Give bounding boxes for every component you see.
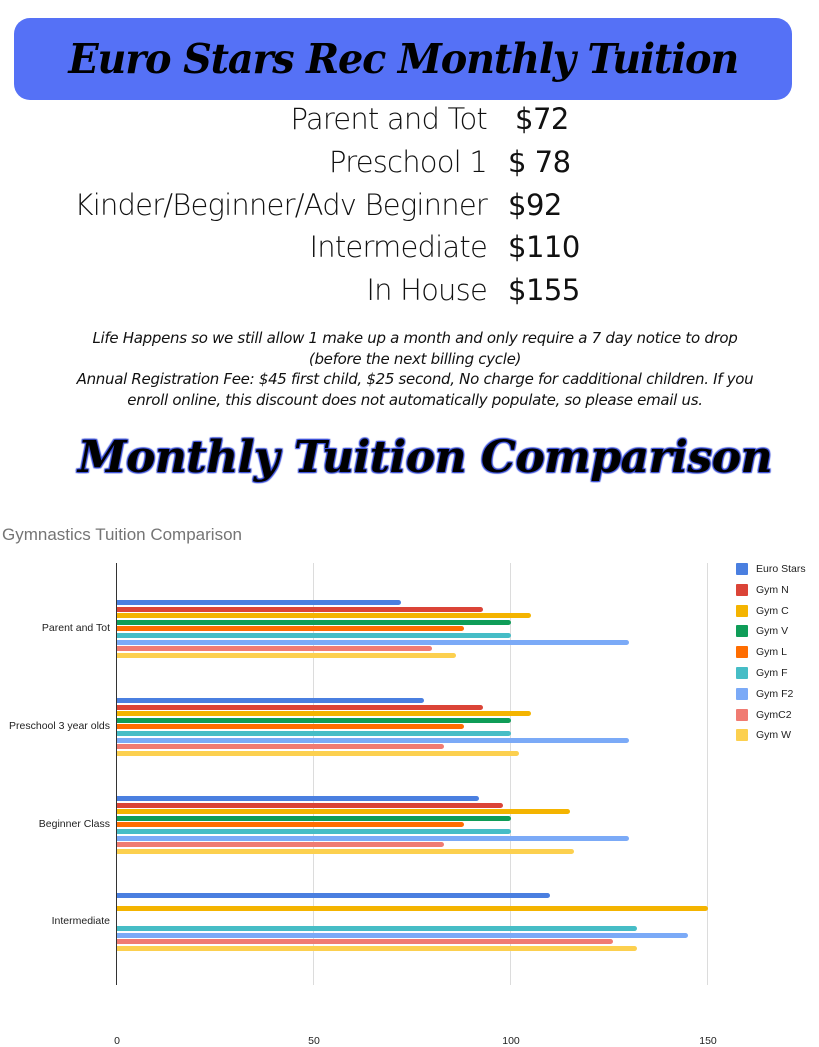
legend-label: Gym F (756, 667, 788, 679)
policy-notes (20, 328, 810, 410)
x-axis-tick-label: 50 (308, 1035, 320, 1047)
legend-swatch-icon (736, 667, 748, 679)
price-label: Parent and Tot (290, 102, 487, 136)
y-axis-category-label: Preschool 3 year olds (9, 720, 110, 733)
bar[interactable] (117, 620, 511, 625)
bar[interactable] (117, 809, 570, 814)
gridline (510, 563, 511, 985)
price-label: Preschool 1 (329, 145, 487, 179)
legend-swatch-icon (736, 688, 748, 700)
bar[interactable] (117, 939, 613, 944)
bar[interactable] (117, 698, 424, 703)
legend-item[interactable] (736, 562, 806, 576)
gridline (707, 563, 708, 985)
bar[interactable] (117, 849, 574, 854)
y-axis-category-label: Intermediate (51, 915, 110, 928)
price-row (0, 188, 819, 230)
legend-item[interactable] (736, 666, 788, 680)
legend-swatch-icon (736, 709, 748, 721)
bar[interactable] (117, 906, 708, 911)
bar[interactable] (117, 796, 479, 801)
bar[interactable] (117, 600, 401, 605)
bar[interactable] (117, 744, 444, 749)
legend-label: Gym N (756, 583, 789, 596)
bar[interactable] (117, 933, 688, 938)
bar[interactable] (117, 816, 511, 821)
legend-swatch-icon (736, 563, 748, 575)
bar[interactable] (117, 893, 550, 898)
bar[interactable] (117, 646, 432, 651)
y-axis-category-label: Parent and Tot (41, 622, 110, 635)
price-value: $ 78 (508, 145, 571, 179)
makeup-policy-text: Life Happens so we still allow 1 make up a month and only require a 7 day notice to drop (92, 329, 738, 347)
page-title: Euro Stars Rec Monthly Tuition (68, 35, 738, 83)
tuition-comparison-chart (0, 520, 819, 1047)
bar[interactable] (117, 836, 629, 841)
legend-item[interactable] (736, 624, 788, 638)
bar[interactable] (117, 738, 629, 743)
chart-plot-area (9, 563, 717, 1047)
bar[interactable] (117, 926, 637, 931)
x-axis-tick-label: 150 (699, 1035, 717, 1047)
price-row (0, 102, 819, 144)
legend-item[interactable] (736, 728, 791, 742)
bar[interactable] (117, 946, 637, 951)
bar[interactable] (117, 653, 456, 658)
price-value: $155 (508, 273, 580, 307)
legend-label: Gym V (756, 625, 789, 638)
legend-item[interactable] (736, 645, 787, 659)
legend-label: Gym W (756, 729, 791, 742)
bar[interactable] (117, 803, 503, 808)
legend-swatch-icon (736, 625, 748, 637)
bar[interactable] (117, 640, 629, 645)
price-row (0, 230, 819, 272)
legend-swatch-icon (736, 729, 748, 741)
legend-item[interactable] (736, 583, 789, 597)
legend-label: GymC2 (756, 708, 792, 721)
price-value: $92 (508, 188, 562, 222)
bar[interactable] (117, 822, 464, 827)
bar[interactable] (117, 711, 531, 716)
legend-item[interactable] (736, 687, 793, 701)
price-label: Intermediate (309, 230, 487, 264)
price-label: Kinder/Beginner/Adv Beginner (74, 188, 487, 222)
price-row (0, 273, 819, 315)
enroll-online-text: enroll online, this discount does not automatically populate, so please email us. (127, 390, 703, 409)
bar[interactable] (117, 724, 464, 729)
price-label: In House (366, 273, 487, 307)
price-value: $72 (515, 102, 569, 136)
legend-swatch-icon (736, 584, 748, 596)
x-axis-tick-label: 100 (502, 1035, 520, 1047)
billing-cycle-text: (before the next billing cycle) (308, 349, 522, 368)
bar[interactable] (117, 829, 511, 834)
comparison-heading: Monthly Tuition Comparison (77, 432, 773, 483)
bar[interactable] (117, 633, 511, 638)
bar[interactable] (117, 607, 483, 612)
x-axis-tick-label: 0 (114, 1035, 120, 1047)
legend-item[interactable] (736, 604, 789, 618)
bar[interactable] (117, 626, 464, 631)
legend-label: Gym L (756, 646, 787, 659)
bar[interactable] (117, 842, 444, 847)
bar[interactable] (117, 751, 519, 756)
price-value: $110 (508, 230, 580, 264)
legend-swatch-icon (736, 646, 748, 658)
bar[interactable] (117, 731, 511, 736)
bar[interactable] (117, 613, 531, 618)
legend-label: Gym C (756, 604, 789, 617)
y-axis-category-label: Beginner Class (38, 818, 110, 831)
chart-title: Gymnastics Tuition Comparison (2, 525, 242, 544)
legend-label: Gym F2 (756, 687, 794, 700)
registration-fee-text: Annual Registration Fee: $45 first child, $25 second, No charge for cadditional children. If you (76, 370, 754, 388)
legend-label: Euro Stars (756, 563, 806, 575)
bar[interactable] (117, 705, 483, 710)
price-row (0, 145, 819, 187)
legend-item[interactable] (736, 708, 792, 722)
bar[interactable] (117, 718, 511, 723)
legend-swatch-icon (736, 605, 748, 617)
title-banner (14, 18, 792, 100)
